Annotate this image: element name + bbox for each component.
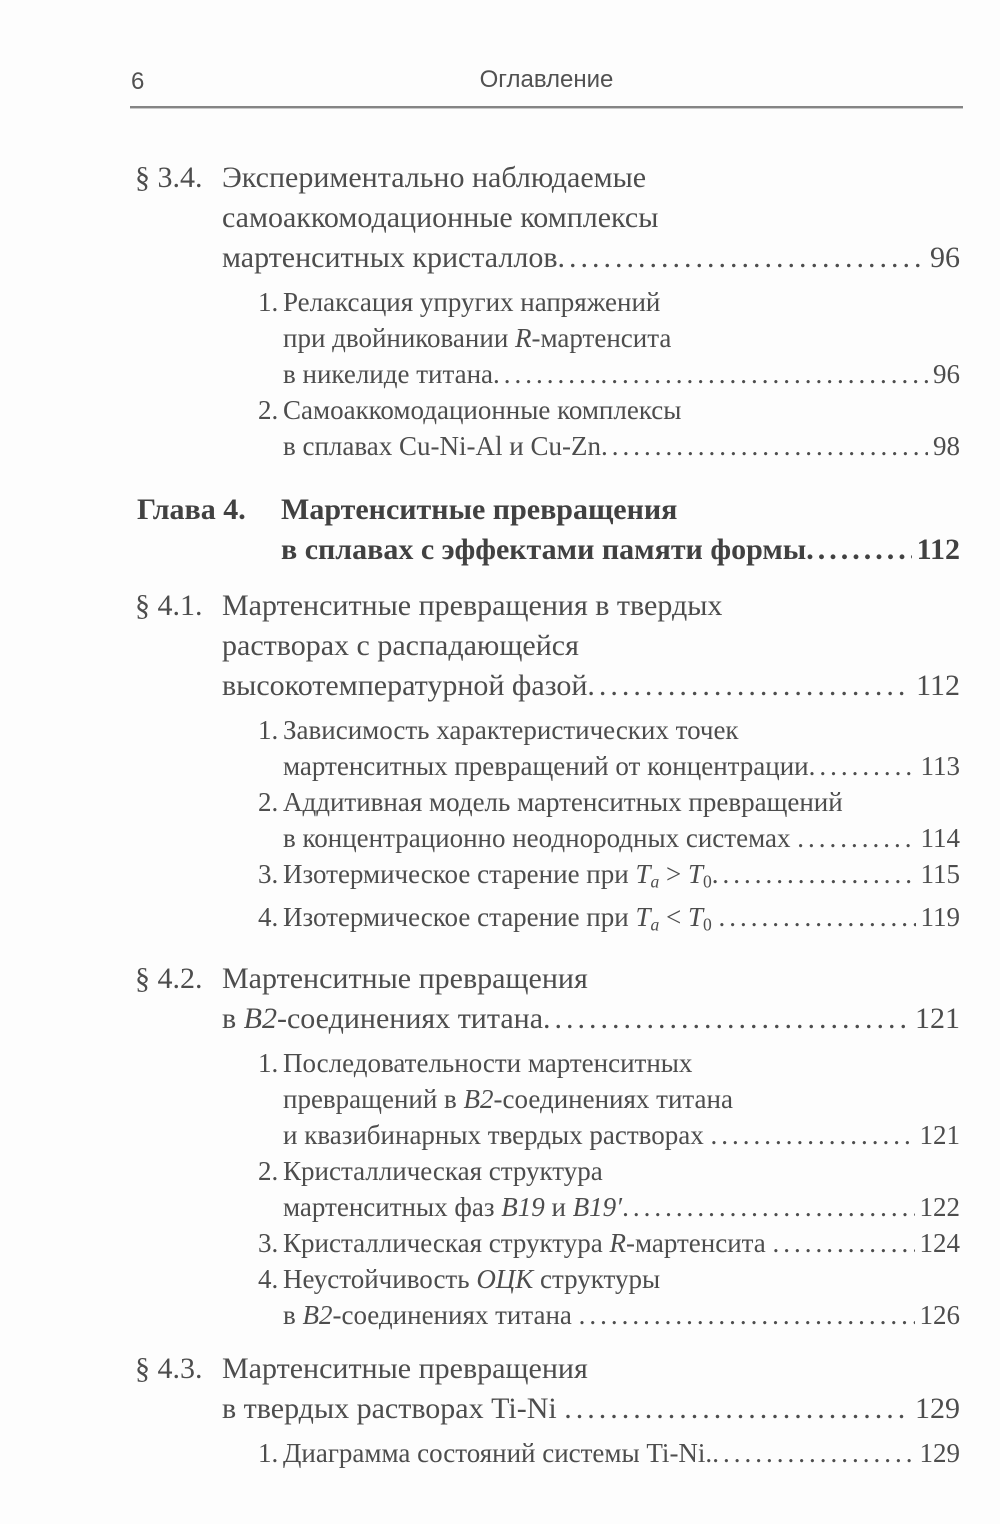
toc-entry-item (0, 856, 1000, 899)
entry-label: 2. (258, 1155, 279, 1186)
toc-entry-item (0, 1045, 1000, 1153)
entry-text: Кристаллическая структура R-мартенсита (283, 1227, 773, 1258)
entry-text: Кристаллическая структура (283, 1155, 603, 1186)
toc-line (0, 959, 1000, 999)
entry-text: Неустойчивость ОЦК структуры (283, 1263, 661, 1294)
entry-text: при двойниковании R-мартенсита (283, 323, 672, 353)
page-number: 96 (930, 241, 960, 274)
entry-label: 1. (258, 1437, 279, 1468)
page-number: 114 (920, 823, 960, 853)
toc-entry-item (0, 284, 1000, 392)
entry-text: Последовательности мартенситных (283, 1047, 693, 1078)
toc-line (0, 238, 1000, 278)
dot-leader (587, 666, 911, 706)
entry-text: Зависимость характеристических точек (283, 715, 739, 745)
entry-text: в твердых растворах Ti-Ni (222, 1391, 565, 1425)
toc-entry-chapter (0, 490, 1000, 570)
toc-entry-section (0, 158, 1000, 278)
toc-entry-section (0, 586, 1000, 706)
dot-leader (564, 1389, 910, 1429)
toc-line (0, 1081, 1000, 1117)
entry-text: в никелиде титана (283, 359, 494, 389)
entry-label: 3. (258, 859, 279, 889)
toc-entry-item (0, 1225, 1000, 1261)
toc-entry-section (0, 959, 1000, 1039)
header-title: Оглавление (479, 66, 614, 93)
entry-label: 1. (258, 287, 279, 317)
dot-leader (493, 356, 928, 392)
entry-text: в концентрационно неоднородных системах (283, 823, 798, 853)
entry-text: Мартенситные превращения (222, 961, 588, 995)
toc-line (0, 784, 1000, 820)
toc-line (0, 666, 1000, 706)
toc-line (0, 856, 1000, 899)
dot-leader (712, 1435, 914, 1471)
toc-line (0, 392, 1000, 428)
entry-text: Изотермическое старение при $T_a < T_0$ (283, 902, 712, 935)
page-number: 129 (915, 1391, 960, 1425)
entry-label: 2. (258, 787, 279, 817)
page-number: 122 (919, 1191, 960, 1222)
toc-line (0, 1435, 1000, 1471)
toc-line (0, 899, 1000, 942)
entry-text: Экспериментально наблюдаемые (222, 161, 647, 194)
dot-leader (579, 1297, 915, 1333)
toc-entry-item (0, 899, 1000, 942)
dot-leader (543, 999, 910, 1039)
toc-entry-item (0, 712, 1000, 784)
toc-line (0, 748, 1000, 784)
toc-line (0, 1045, 1000, 1081)
toc-entry-section (0, 1349, 1000, 1429)
toc-entry-item (0, 392, 1000, 464)
toc-entry-item (0, 1435, 1000, 1471)
entry-text: в сплавах с эффектами памяти формы (281, 533, 807, 566)
dot-leader (712, 856, 916, 892)
dot-leader (710, 1117, 914, 1153)
toc-line (0, 320, 1000, 356)
dot-leader (797, 820, 915, 856)
entry-label: § 4.2. (135, 961, 203, 995)
entry-label: 2. (258, 395, 279, 425)
toc-line (0, 1225, 1000, 1261)
entry-text: Мартенситные превращения (281, 493, 678, 526)
dot-leader (622, 1189, 914, 1225)
toc-entry-item (0, 1261, 1000, 1333)
entry-text: Мартенситные превращения в твердых (222, 589, 723, 622)
entry-text: и квазибинарных твердых растворах (283, 1119, 711, 1150)
toc-line (0, 999, 1000, 1039)
toc-line (0, 198, 1000, 238)
entry-text: в B2-соединениях титана (283, 1299, 579, 1330)
toc-line (0, 1261, 1000, 1297)
entry-label: § 4.1. (135, 589, 203, 622)
entry-label: § 4.3. (135, 1351, 203, 1385)
toc-line (0, 490, 1000, 530)
page-number: 119 (920, 902, 960, 933)
entry-text: растворах с распадающейся (222, 629, 579, 662)
toc-line (0, 428, 1000, 464)
page-number: 98 (933, 431, 960, 461)
toc-line (0, 1349, 1000, 1389)
entry-label: § 3.4. (135, 161, 203, 194)
entry-text: Диаграмма состояний системы Ti-Ni. (283, 1437, 713, 1468)
toc-line (0, 158, 1000, 198)
toc (0, 158, 1000, 1471)
page-number: 126 (919, 1299, 960, 1330)
entry-text: в сплавах Cu-Ni-Al и Cu-Zn (283, 431, 601, 461)
toc-line (0, 1297, 1000, 1333)
toc-entry-item (0, 784, 1000, 856)
entry-text: Релаксация упругих напряжений (283, 287, 661, 317)
entry-label: 3. (258, 1227, 279, 1258)
page-number: 121 (919, 1119, 960, 1150)
toc-line (0, 1117, 1000, 1153)
toc-line (0, 1389, 1000, 1429)
page-number: 129 (919, 1437, 960, 1468)
entry-text: самоаккомодационные комплексы (222, 201, 659, 234)
page-number: 121 (915, 1001, 960, 1035)
page-number: 115 (920, 859, 960, 889)
entry-label: Глава 4. (137, 493, 246, 526)
dot-leader (601, 428, 928, 464)
toc-line (0, 284, 1000, 320)
header-rule (130, 106, 963, 109)
dot-leader (557, 238, 925, 278)
toc-line (0, 586, 1000, 626)
page-number: 112 (916, 669, 960, 702)
entry-label: 4. (258, 1263, 279, 1294)
page-number: 113 (920, 751, 960, 781)
entry-text: Аддитивная модель мартенситных превращений (283, 787, 843, 817)
entry-text: мартенситных превращений от концентрации (283, 751, 809, 781)
dot-leader (719, 899, 916, 935)
entry-text: Самоаккомодационные комплексы (283, 395, 682, 425)
entry-text: Мартенситные превращения (222, 1351, 588, 1385)
entry-text: превращений в B2-соединениях титана (283, 1083, 733, 1114)
toc-line (0, 530, 1000, 570)
entry-text: в B2-соединениях титана (222, 1001, 544, 1035)
dot-leader (773, 1225, 915, 1261)
dot-leader (806, 530, 911, 570)
entry-label: 4. (258, 902, 279, 933)
toc-line (0, 1153, 1000, 1189)
dot-leader (809, 748, 916, 784)
entry-text: мартенситных фаз B19 и B19′ (283, 1191, 623, 1222)
toc-entry-item (0, 1153, 1000, 1225)
header-page-number: 6 (131, 68, 145, 95)
entry-text: мартенситных кристаллов (222, 241, 558, 274)
toc-line (0, 626, 1000, 666)
entry-text: высокотемпературной фазой (222, 669, 588, 702)
page-number: 96 (933, 359, 960, 389)
toc-line (0, 1189, 1000, 1225)
entry-text: Изотермическое старение при $T_a > T_0$ (283, 859, 712, 892)
entry-label: 1. (258, 715, 279, 745)
page-number: 124 (919, 1227, 960, 1258)
page-number: 112 (916, 533, 960, 566)
toc-line (0, 712, 1000, 748)
toc-line (0, 356, 1000, 392)
toc-line (0, 820, 1000, 856)
entry-label: 1. (258, 1047, 279, 1078)
